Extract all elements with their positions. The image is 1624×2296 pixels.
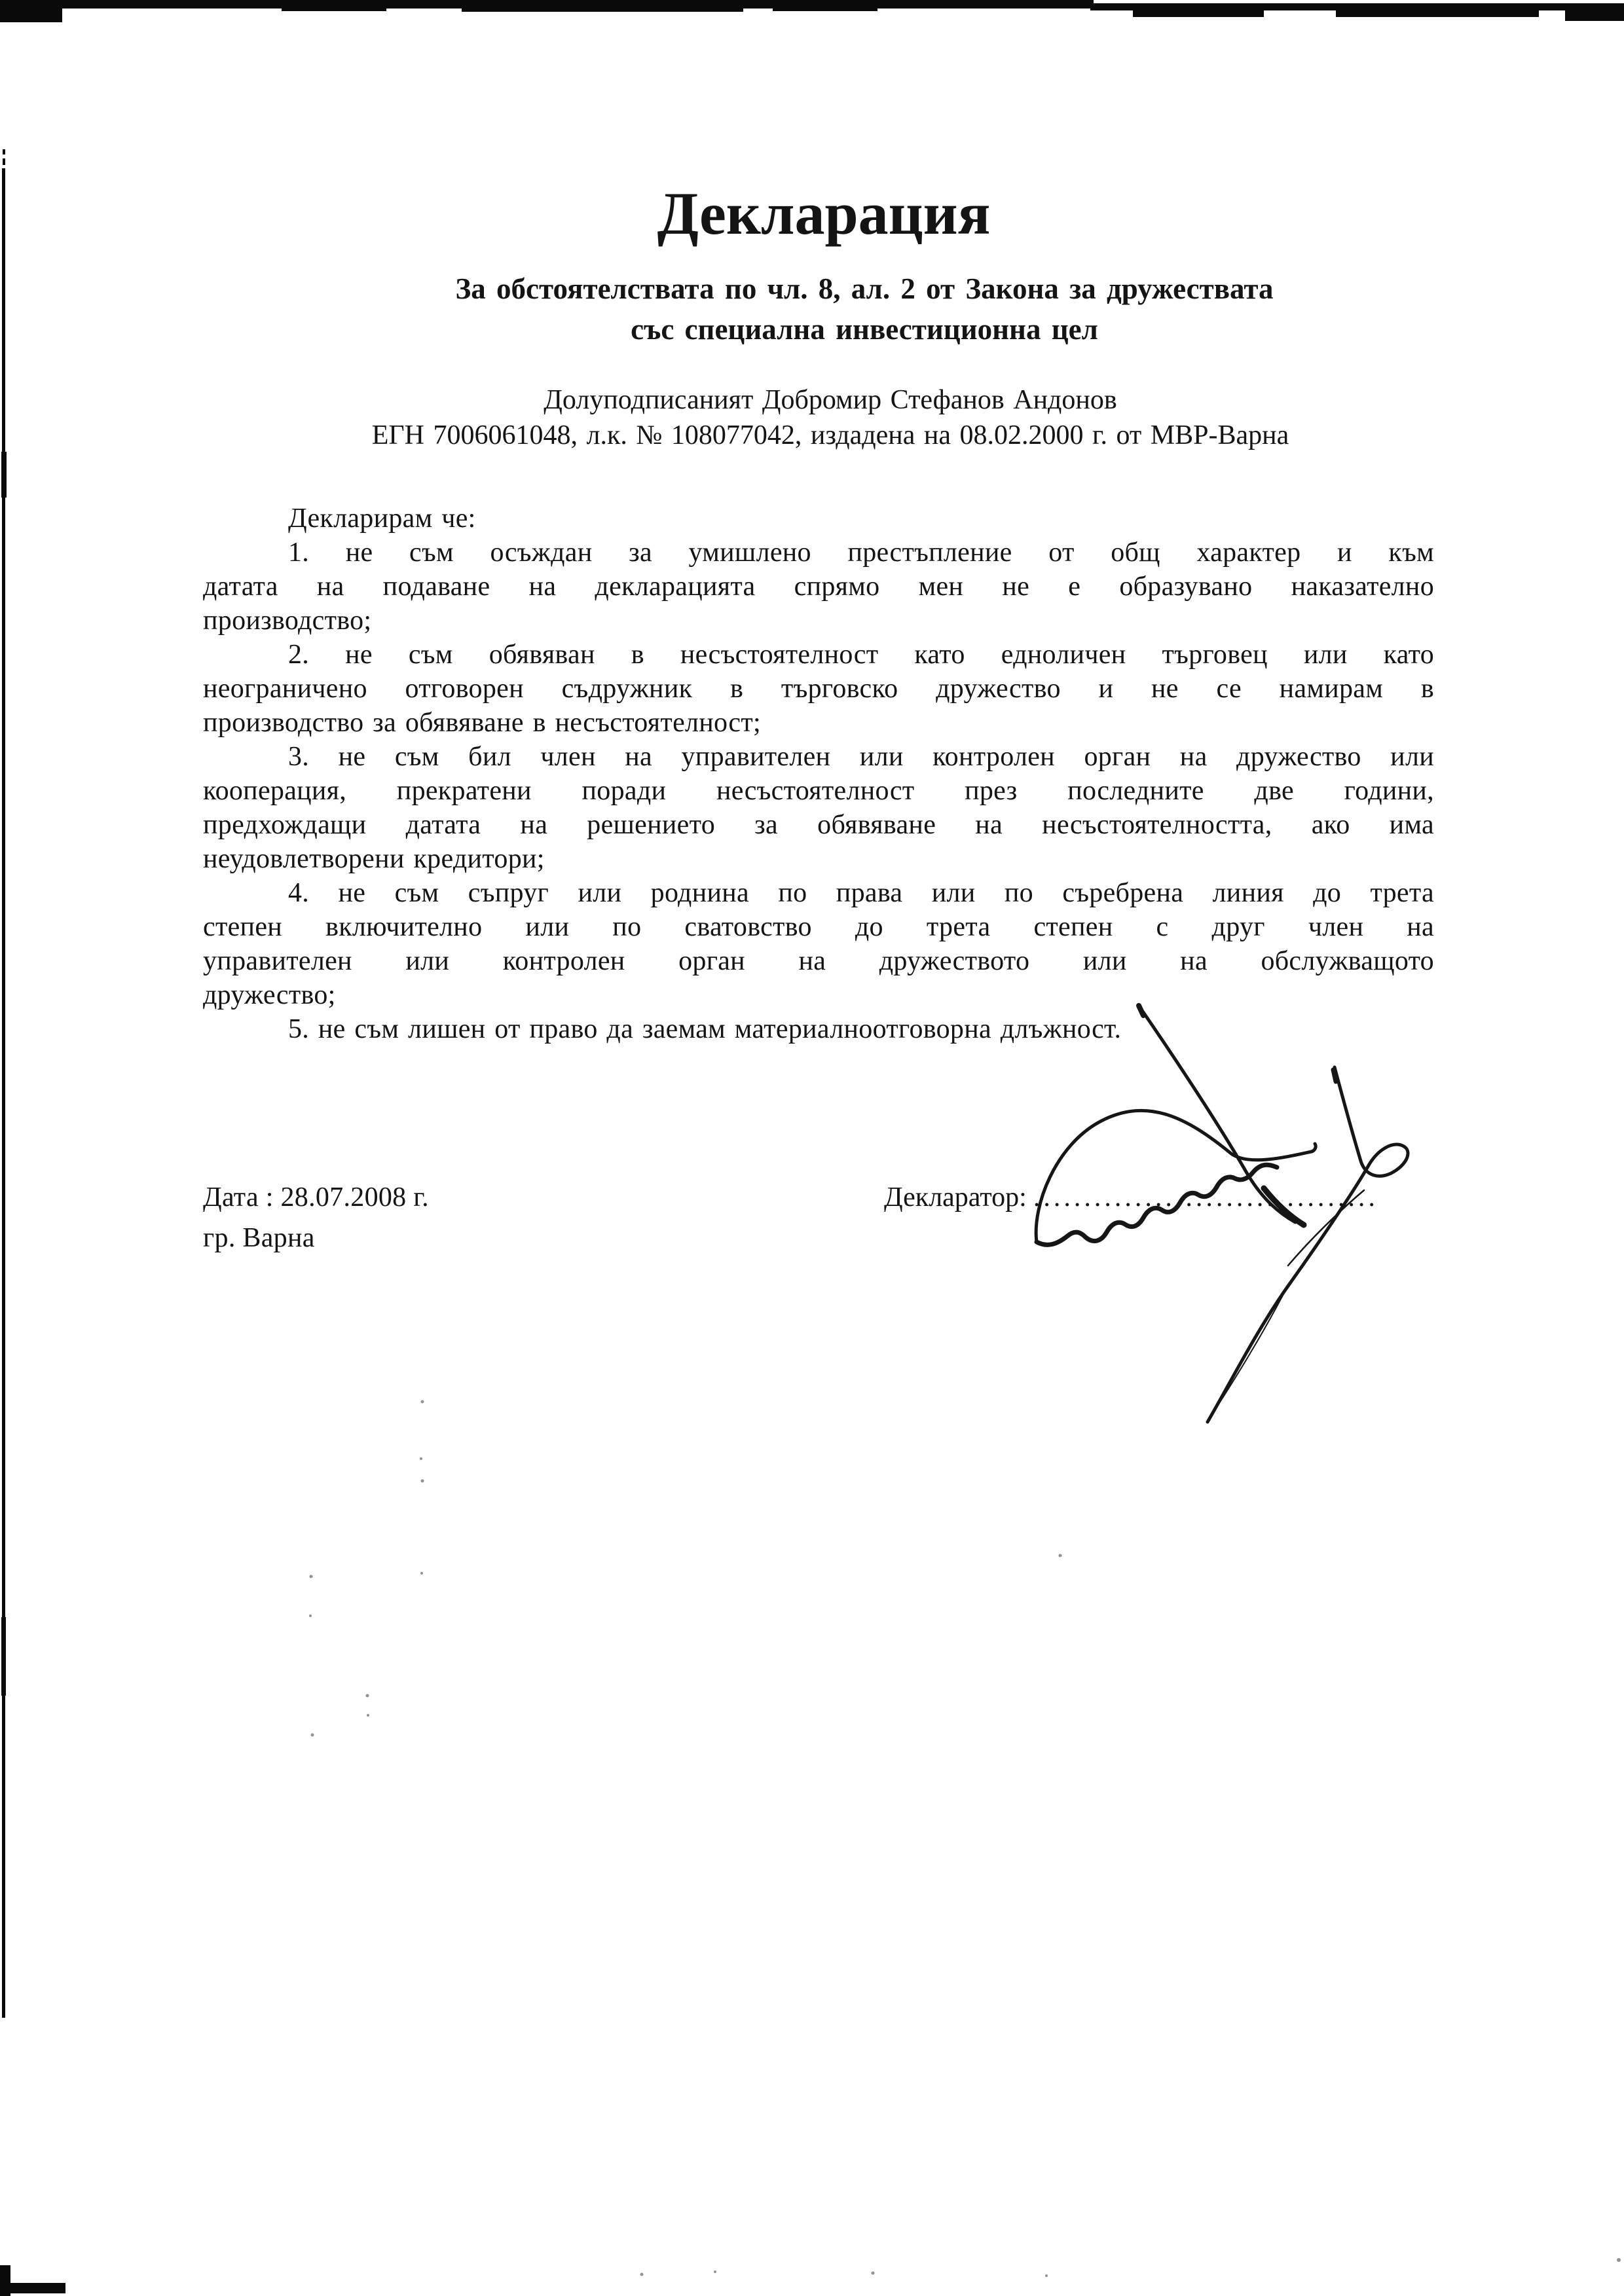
declarator-label: Декларатор:	[884, 1182, 1027, 1212]
item-line: дружество;	[203, 980, 336, 1010]
declare-heading: Декларирам че:	[288, 503, 476, 534]
item-line: производство за обявяване в несъстоятелност;	[203, 708, 761, 738]
subtitle-line-2: със специална инвестиционна цел	[631, 313, 1098, 346]
item-line: управителен или контролен орган на дружеството или на обслужващото	[203, 946, 1434, 976]
item-line: предхождащи датата на решението за обявяване на несъстоятелността, ако има	[203, 810, 1434, 840]
item-line: 3. не съм бил член на управителен или контролен орган на дружество или	[288, 742, 1434, 772]
declaration-item-3	[203, 740, 1434, 876]
scan-corner-bottom-left	[0, 2265, 65, 2296]
date-place-block	[203, 1177, 429, 1258]
item-line: неудовлетворени кредитори;	[203, 844, 545, 874]
city-line: гр. Варна	[203, 1223, 315, 1253]
item-line: 2. не съм обявяван в несъстоятелност като едноличен търговец или като	[288, 640, 1434, 670]
declaration-item-4	[203, 876, 1434, 1012]
document-subtitle	[203, 268, 1526, 350]
item-line: 1. не съм осъждан за умишлено престъпление от общ характер и към	[288, 538, 1434, 568]
scan-noise-top-edge	[0, 0, 1624, 22]
item-line: степен включително или по сватовство до трета степен с друг член на	[203, 912, 1434, 942]
declarant-name-line: Долуподписаният Добромир Стефанов Андонов	[544, 385, 1117, 415]
declaration-item-5	[203, 1012, 1434, 1046]
declaration-body	[203, 501, 1434, 1046]
subtitle-line-1: За обстоятелствата по чл. 8, ал. 2 от Закона за дружествата	[455, 272, 1274, 305]
signature-dotted-line: ..................................	[1033, 1182, 1378, 1212]
item-line: неограничено отговорен съдружник в търговско дружество и не се намирам в	[203, 674, 1434, 704]
declaration-item-1	[203, 536, 1434, 638]
item-line: кооперация, прекратени поради несъстоятелност през последните две години,	[203, 776, 1434, 806]
item-line: датата на подаване на декларацията спрямо мен не е образувано наказателно	[203, 572, 1434, 602]
declarant-intro	[203, 382, 1458, 453]
page-title: Декларация	[657, 180, 991, 247]
declarant-id-line: ЕГН 7006061048, л.к. № 108077042, издадена на 08.02.2000 г. от МВР-Варна	[371, 420, 1289, 450]
item-line: 4. не съм съпруг или роднина по права или по съребрена линия до трета	[288, 878, 1434, 908]
item-line: производство;	[203, 606, 372, 636]
declarator-signature-line	[884, 1177, 1378, 1218]
item-line: 5. не съм лишен от право да заемам материалноотговорна длъжност.	[288, 1014, 1122, 1044]
declaration-item-2	[203, 638, 1434, 740]
scan-specks	[309, 1400, 1621, 2278]
date-line: Дата : 28.07.2008 г.	[203, 1182, 429, 1212]
scan-edge-left-line	[1, 149, 7, 2018]
